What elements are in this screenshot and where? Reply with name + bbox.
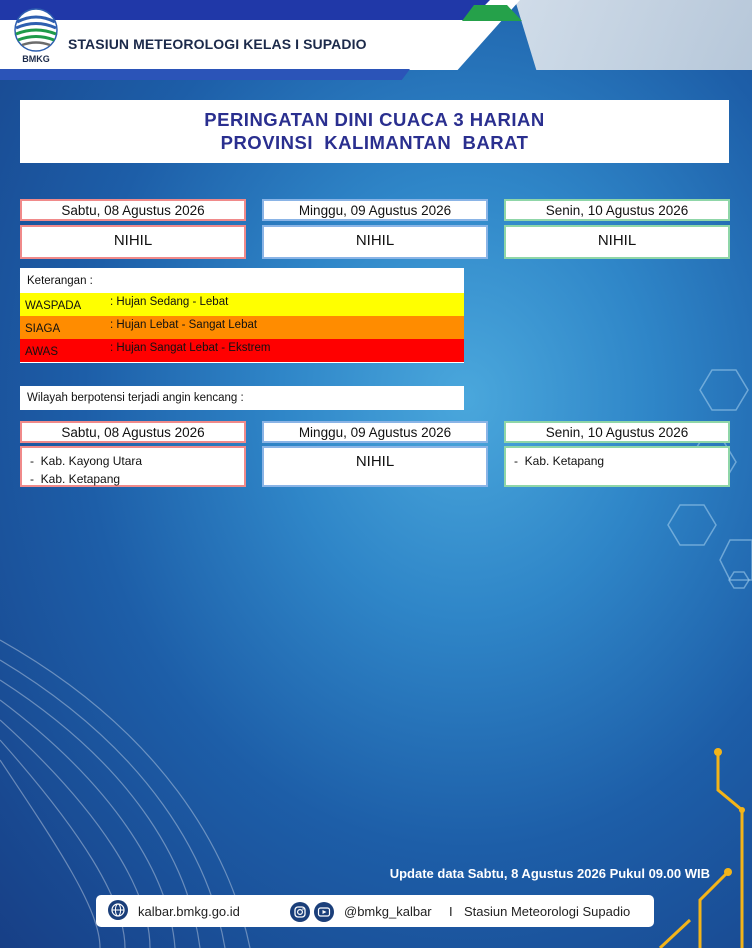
legend-level: AWAS <box>25 346 59 358</box>
wind-date-day1: Sabtu, 08 Agustus 2026 <box>20 421 246 443</box>
warning-status-day3: NIHIL <box>504 225 730 259</box>
title-line-1: PERINGATAN DINI CUACA 3 HARIAN <box>204 109 545 130</box>
list-item: - Kab. Kayong Utara <box>30 454 143 468</box>
update-text: Update data Sabtu, 8 Agustus 2026 Pukul 09.00 WIB <box>389 866 710 881</box>
instagram-icon[interactable] <box>290 902 310 922</box>
warning-status-day1: NIHIL <box>20 225 246 259</box>
legend-level: SIAGA <box>25 323 61 335</box>
header-blue-stripe-bottom <box>0 69 410 80</box>
wind-date-day2: Minggu, 09 Agustus 2026 <box>262 421 488 443</box>
station-name: STASIUN METEOROLOGI KELAS I SUPADIO <box>68 36 367 52</box>
warning-date-day3: Senin, 10 Agustus 2026 <box>504 199 730 221</box>
org-name: Stasiun Meteorologi Supadio <box>464 904 631 919</box>
legend-desc: : Hujan Lebat - Sangat Lebat <box>110 319 258 331</box>
list-item: - Kab. Ketapang <box>30 472 121 486</box>
wind-heading: Wilayah berpotensi terjadi angin kencang : <box>20 386 464 410</box>
svg-text:BMKG: BMKG <box>22 54 50 64</box>
legend-heading: Keterangan : <box>27 275 93 287</box>
legend-desc: : Hujan Sangat Lebat - Ekstrem <box>110 342 271 354</box>
warning-date-day2: Minggu, 09 Agustus 2026 <box>262 199 488 221</box>
list-item: - Kab. Ketapang <box>514 454 605 468</box>
bmkg-logo <box>12 8 60 64</box>
legend-level: WASPADA <box>25 300 82 312</box>
wind-regions-day1 <box>20 446 246 487</box>
footer-bar <box>96 895 654 927</box>
legend-desc: : Hujan Sedang - Lebat <box>110 296 229 308</box>
warning-date-day1: Sabtu, 08 Agustus 2026 <box>20 199 246 221</box>
title-line-2: PROVINSI KALIMANTAN BARAT <box>220 132 529 153</box>
legend-row-waspada <box>20 293 464 316</box>
globe-icon <box>108 900 128 920</box>
legend-row-siaga <box>20 316 464 339</box>
header-blue-stripe-top <box>0 0 490 20</box>
footer-separator: I <box>449 904 453 919</box>
warning-status-day2: NIHIL <box>262 225 488 259</box>
legend-row-awas <box>20 339 464 362</box>
header-gray-panel <box>515 0 752 70</box>
wind-status-day2: NIHIL <box>262 446 488 487</box>
wind-date-day3: Senin, 10 Agustus 2026 <box>504 421 730 443</box>
website-link[interactable]: kalbar.bmkg.go.id <box>138 904 240 919</box>
youtube-icon[interactable] <box>314 902 334 922</box>
social-handle[interactable]: @bmkg_kalbar <box>344 904 432 919</box>
wind-regions-day3 <box>504 446 730 487</box>
page-title <box>20 100 729 163</box>
